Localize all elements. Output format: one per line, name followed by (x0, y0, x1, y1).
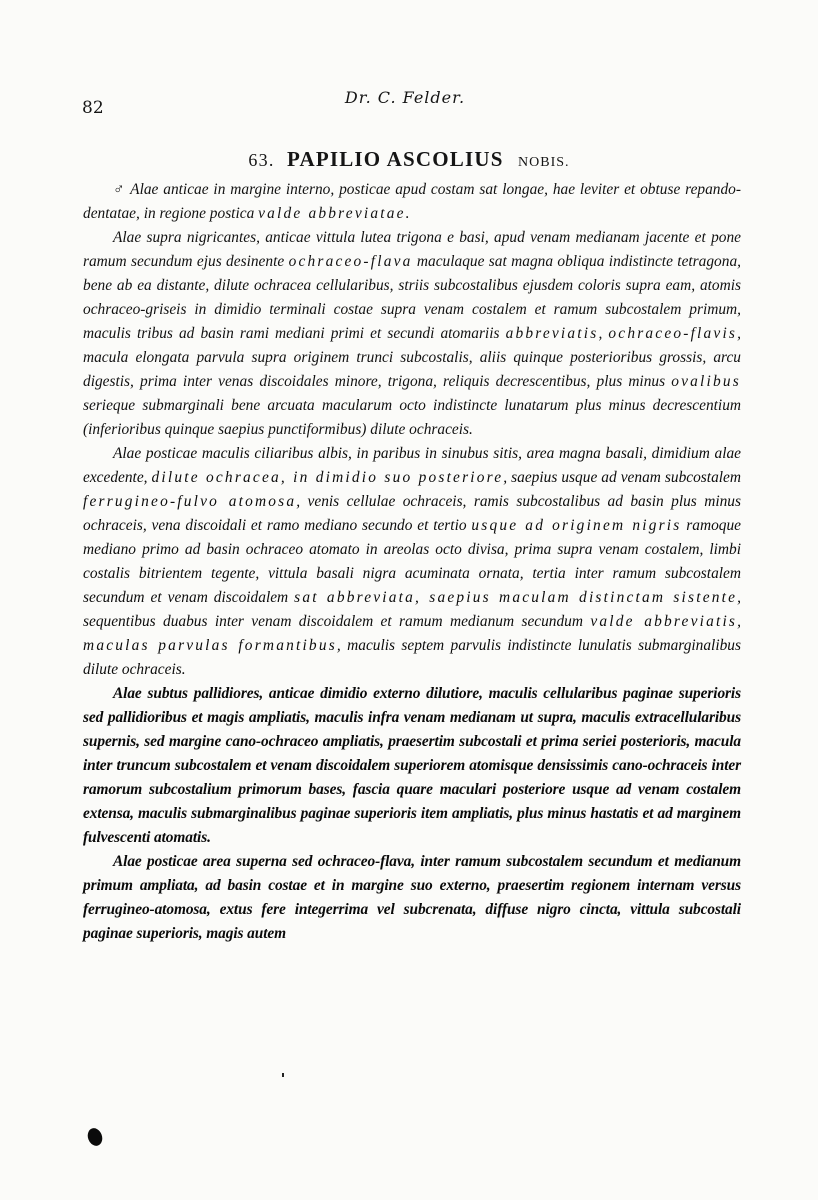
stray-mark (282, 1073, 284, 1077)
species-name: PAPILIO ASCOLIUS (286, 147, 504, 171)
text-segment: , (737, 613, 741, 630)
spaced-text-segment: dilute ochracea, in dimidio suo posteriore (151, 469, 504, 486)
spaced-text-segment: ovalibus (671, 373, 741, 390)
paragraph-2 (83, 226, 741, 442)
species-description (83, 178, 741, 946)
page-number: 82 (82, 98, 104, 118)
text-segment: , macula elongata parvula supra originem trunci subcostalis, aliis quinque posterioribus grossis, arcu digestis, prima inter venas discoidales minore, trigona, reliquis decrescentibus, plus minus (83, 325, 741, 390)
text-segment: Alae posticae maculis ciliaribus albis, in paribus in sinubus sitis, area magna basali, dimidium alae excedente, (83, 445, 741, 486)
text-segment: , maculis septem parvulis indistincte lunulatis submarginalibus dilute ochraceis. (83, 637, 741, 678)
text-segment: Alae supra nigricantes, anticae vittula lutea trigona e basi, apud venam medianam jacente et pone ramum secundum ejus desinente (83, 229, 741, 270)
spaced-text-segment: ferrugineo-fulvo atomosa (83, 493, 297, 510)
species-number: 63. (248, 150, 275, 170)
text-segment: , venis cellulae ochraceis, ramis subcostalibus ad basin plus minus ochraceis, vena discoidali et ramo mediano secundo et tertio (83, 493, 741, 534)
spaced-text-segment: valde abbreviatis (590, 613, 738, 630)
text-segment: . (405, 205, 410, 222)
paragraph-3 (83, 442, 741, 682)
spaced-text-segment: usque ad originem nigris (471, 517, 682, 534)
text-segment: , saepius usque ad venam subcostalem (503, 469, 741, 486)
text-segment: Alae subtus pallidiores, anticae dimidio externo dilutiore, maculis cellularibus paginae superioris sed pallidioribus et magis ampliatis, maculis infra venam medianam ut supra, maculis extracellularibus supernis, sed margine cano-ochraceo ampliatis, praesertim subcostali et prima seriei posterioris, macula inter truncum subcostalem et venam discoidalem superiorem atomisque densissimis cano-ochraceis inter ramorum subcostalium primorum bases, fascia quare maculari posteriore usque ad venam costalem extensa, maculis submarginalibus paginae superioris item ampliatis, plus minus hastatis et ad marginem fulvescenti atomatis. (83, 685, 741, 846)
text-segment: maculaque sat magna obliqua indistincte tetragona, bene ab ea distante, dilute ochracea cellularibus, striis subcostalibus ejusdem coloris supra eam, atomis ochraceo-griseis in dimidio terminali costae supra venam costalem et ramum subcostalem primum, maculis tribus ad basin rami mediani primi et secundi atomariis (83, 253, 741, 342)
text-segment: , sequentibus duabus inter venam discoidalem et ramum medianum secundum (83, 589, 741, 630)
text-segment: ♂ Alae anticae in margine interno, posticae apud costam sat longae, hae leviter et obtuse repando-dentatae, in regione postica (83, 181, 741, 222)
species-title (0, 147, 818, 172)
spaced-text-segment: ochraceo-flava (288, 253, 413, 270)
paragraph-5 (83, 850, 741, 946)
text-segment: serieque submarginali bene arcuata macularum octo indistincte lunatarum plus minus decrescentium (inferioribus quinque saepius punctiformibus) dilute ochraceis. (83, 397, 741, 438)
species-authority: NOBIS. (518, 155, 570, 170)
spaced-text-segment: sat abbreviata, saepius maculam distinctam sistente (294, 589, 738, 606)
spaced-text-segment: valde abbreviatae (258, 205, 406, 222)
paragraph-1 (83, 178, 741, 226)
text-segment: Alae posticae area superna sed ochraceo-flava, inter ramum subcostalem secundum et medianum primum ampliata, ad basin costae et in margine suo externo, praesertim regionem internam versus ferrugineo-atomosa, extus fere integerrima vel subcrenata, diffuse nigro cincta, vittula subcostali paginae superioris, magis autem (83, 853, 741, 942)
spaced-text-segment: abbreviatis (505, 325, 599, 342)
text-segment: , (598, 325, 609, 342)
paragraph-4 (83, 682, 741, 850)
spaced-text-segment: maculas parvulas formantibus (83, 637, 337, 654)
spaced-text-segment: ochraceo-flavis (608, 325, 738, 342)
running-head: Dr. C. Felder. (344, 88, 466, 107)
page-header (82, 88, 728, 118)
ink-blot (85, 1126, 104, 1148)
text-segment: ramoque mediano primo ad basin ochraceo atomato in areolas octo divisa, prima supra venam costalem, limbi costalis bitrientem tegente, vittula basali nigra acuminata ornata, tertia inter ramum subcostalem secundum et venam discoidalem (83, 517, 741, 606)
